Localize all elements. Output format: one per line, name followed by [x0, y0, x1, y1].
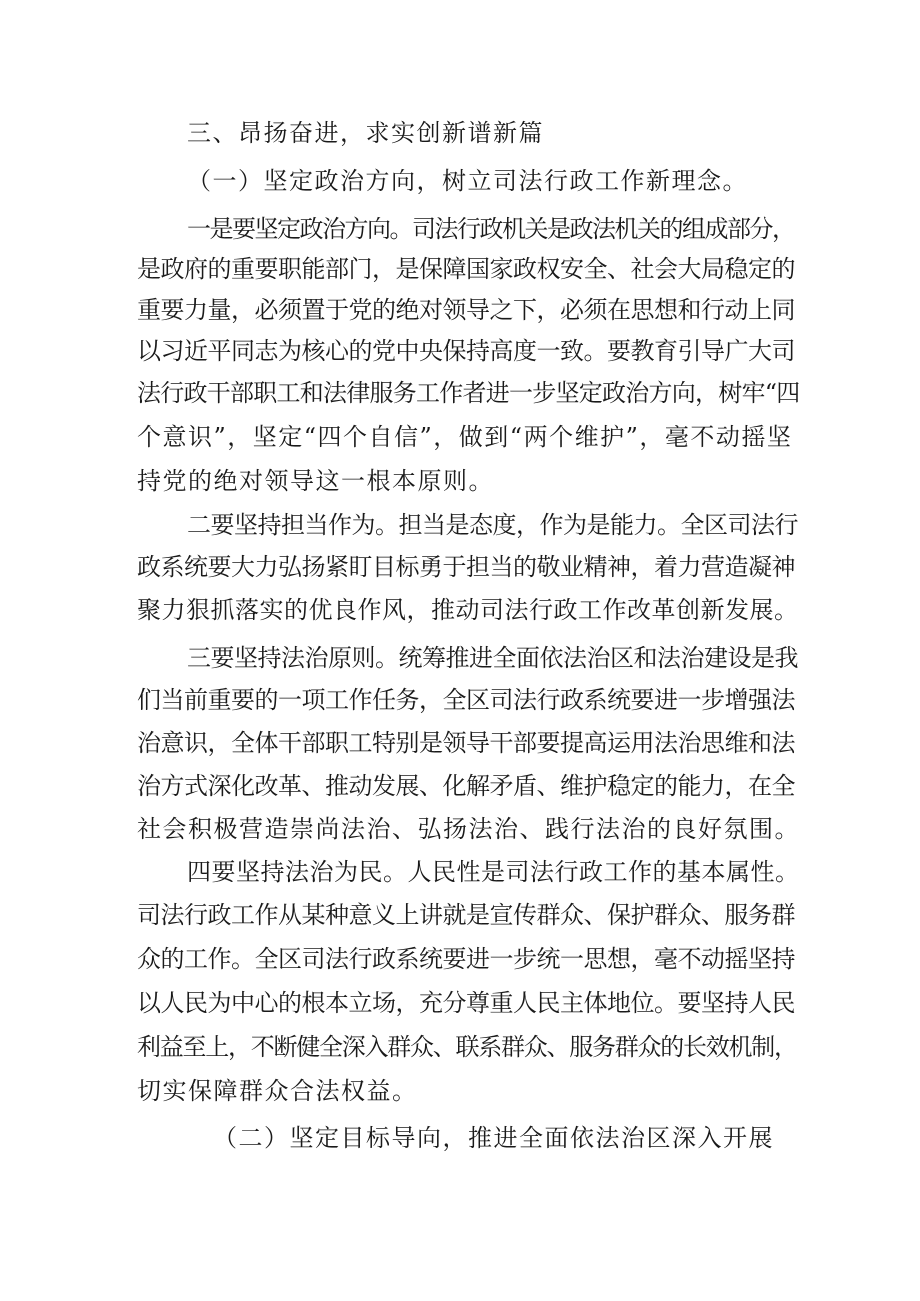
paragraph-line: 众的工作。全区司法行政系统要进一步统一思想，毫不动摇坚持: [137, 945, 795, 973]
sub-heading-2: （二）坚定目标导向，推进全面依法治区深入开展: [213, 1124, 774, 1152]
paragraph-line: 治方式深化改革、推动发展、化解矛盾、维护稳定的能力，在全: [137, 772, 795, 800]
paragraph-line: 以习近平同志为核心的党中央保持高度一致。要教育引导广大司: [137, 337, 795, 365]
sub-heading-1: （一）坚定政治方向，树立司法行政工作新理念。: [187, 167, 748, 195]
paragraph-line: 政系统要大力弘扬紧盯目标勇于担当的敬业精神，着力营造凝神: [137, 553, 795, 581]
paragraph-line: 以人民为中心的根本立场，充分尊重人民主体地位。要坚持人民: [137, 989, 795, 1017]
paragraph-line: 利益至上，不断健全深入群众、联系群众、服务群众的长效机制，: [137, 1033, 797, 1061]
paragraph-line: 持党的绝对领导这一根本原则。: [137, 467, 494, 495]
paragraph-line: 司法行政工作从某种意义上讲就是宣传群众、保护群众、服务群: [137, 901, 795, 929]
paragraph-line: 们当前重要的一项工作任务，全区司法行政系统要进一步增强法: [137, 686, 795, 714]
paragraph-line: 个意识”，坚定“四个自信”，做到“两个维护”，毫不动摇坚: [137, 423, 793, 451]
section-heading: 三、昂扬奋进，求实创新谱新篇: [187, 119, 544, 147]
paragraph-line: 切实保障群众合法权益。: [137, 1077, 418, 1105]
paragraph-line: 三要坚持法治原则。统筹推进全面依法治区和法治建设是我: [187, 644, 798, 672]
paragraph-line: 治意识，全体干部职工特别是领导干部要提高运用法治思维和法: [137, 729, 795, 757]
paragraph-line: 法行政干部职工和法律服务工作者进一步坚定政治方向，树牢“四: [137, 379, 800, 407]
paragraph-line: 聚力狠抓落实的优良作风，推动司法行政工作改革创新发展。: [137, 596, 799, 624]
paragraph-line: 是政府的重要职能部门，是保障国家政权安全、社会大局稳定的: [137, 255, 795, 283]
paragraph-line: 一是要坚定政治方向。司法行政机关是政法机关的组成部分，: [187, 215, 795, 243]
paragraph-line: 重要力量，必须置于党的绝对领导之下，必须在思想和行动上同: [137, 296, 795, 324]
paragraph-line: 社会积极营造崇尚法治、弘扬法治、践行法治的良好氛围。: [137, 815, 800, 843]
paragraph-line: 二要坚持担当作为。担当是态度，作为是能力。全区司法行: [187, 511, 798, 539]
paragraph-line: 四要坚持法治为民。人民性是司法行政工作的基本属性。: [187, 858, 800, 886]
